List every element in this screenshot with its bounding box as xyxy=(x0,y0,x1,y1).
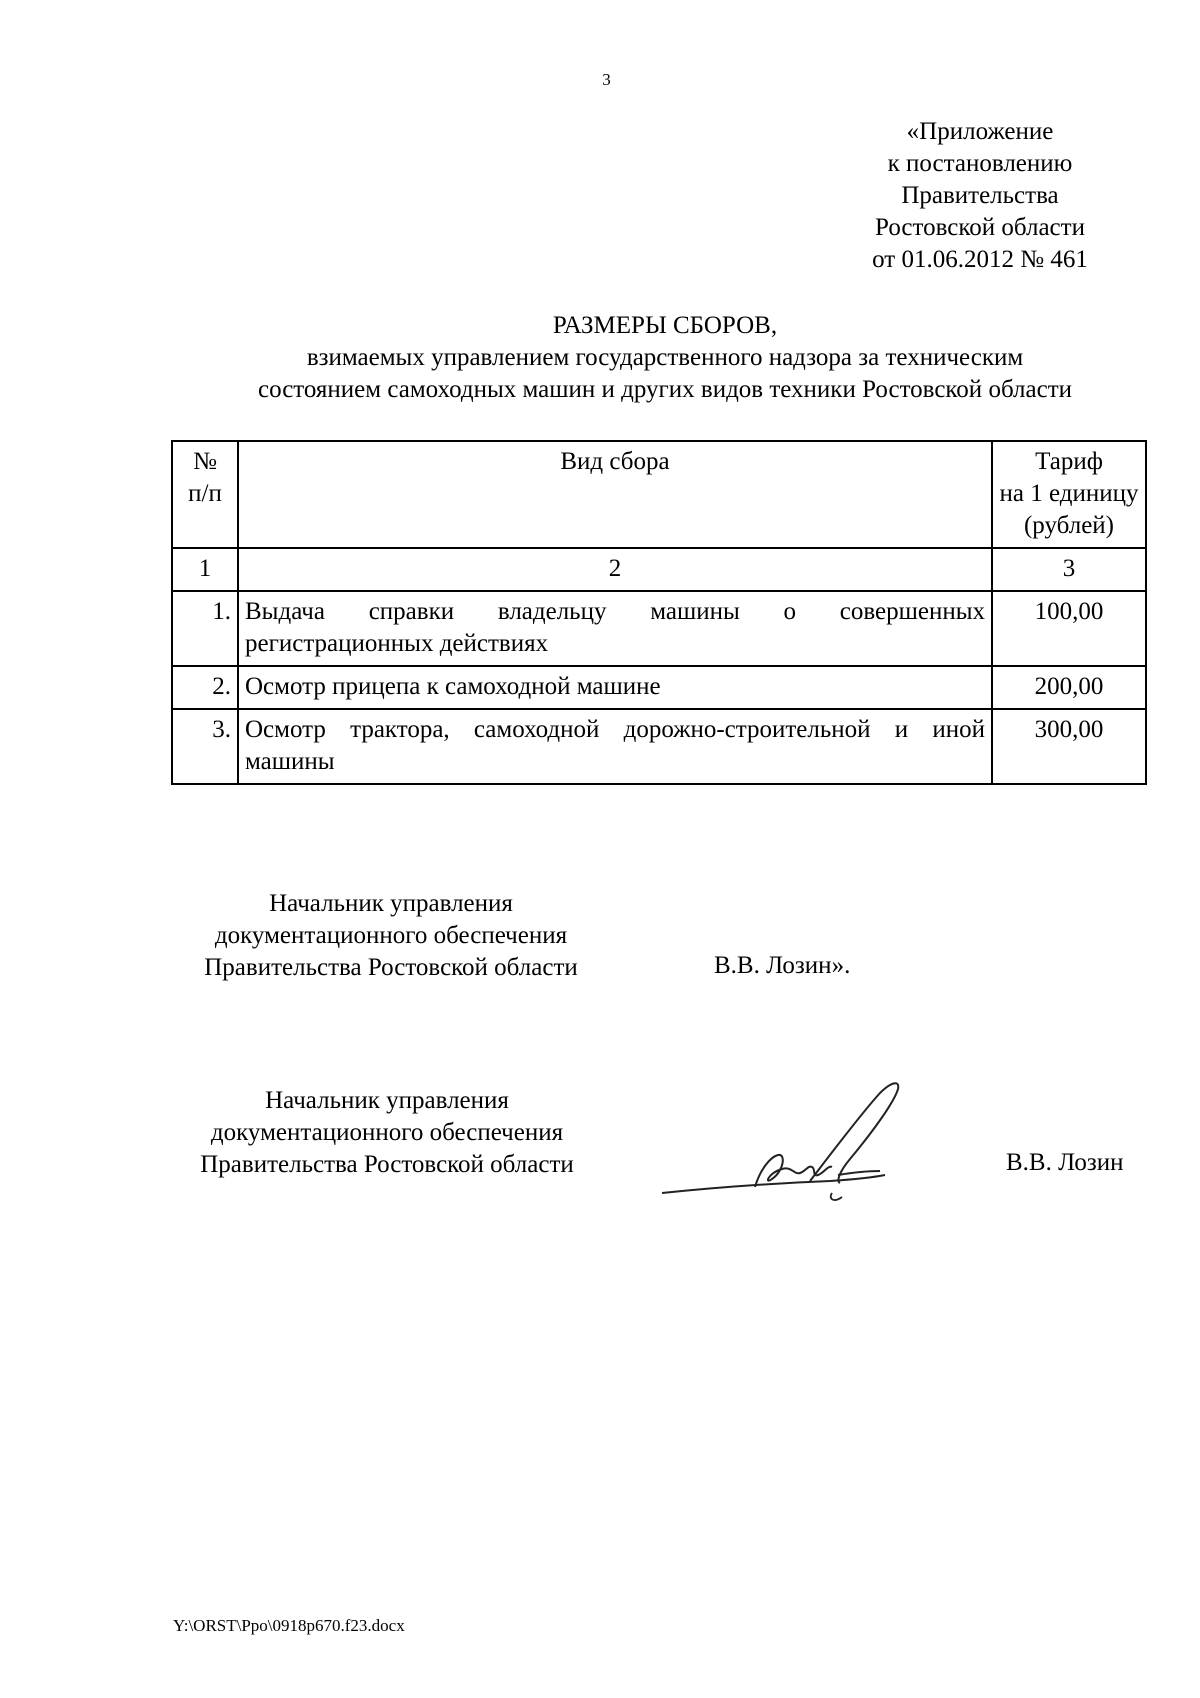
appendix-line: Правительства xyxy=(901,182,1059,209)
header-tariff-line: на 1 единицу xyxy=(999,480,1139,507)
header-tariff xyxy=(992,441,1146,548)
row-tariff: 200,00 xyxy=(992,666,1146,709)
signer-position-line: документационного обеспечения xyxy=(214,922,568,949)
row-tariff: 100,00 xyxy=(992,591,1146,666)
row-description: Осмотр прицепа к самоходной машине xyxy=(238,666,992,709)
row-number: 1. xyxy=(172,591,238,666)
appendix-line: «Приложение xyxy=(906,118,1054,145)
signer-position-line: Правительства Ростовской области xyxy=(204,954,578,981)
page-number: 3 xyxy=(602,70,611,89)
handwritten-signature xyxy=(660,1075,950,1215)
appendix-line: Ростовской области xyxy=(875,214,1085,241)
row-description: Выдача справки владельцу машины о совершенных регистрационных действиях xyxy=(238,591,992,666)
signature-block-title-2 xyxy=(167,1085,607,1181)
table-row xyxy=(172,666,1146,709)
row-tariff: 300,00 xyxy=(992,709,1146,784)
column-number: 1 xyxy=(172,548,238,591)
title-subtitle-line: состоянием самоходных машин и других видов техники Ростовской области xyxy=(257,376,1073,403)
document-title xyxy=(100,310,1200,406)
header-tariff-line: Тариф xyxy=(1035,448,1103,475)
header-number xyxy=(172,441,238,548)
header-number-line: № xyxy=(193,448,217,475)
appendix-line: от 01.06.2012 № 461 xyxy=(872,246,1088,273)
signature-block-title-1 xyxy=(171,888,611,984)
title-subtitle-line: взимаемых управлением государственного надзора за техническим xyxy=(306,344,1024,371)
column-number: 3 xyxy=(992,548,1146,591)
signer-position-line: Начальник управления xyxy=(269,890,513,917)
signer-name-1: В.В. Лозин». xyxy=(714,952,851,979)
row-description: Осмотр трактора, самоходной дорожно-строительной и иной машины xyxy=(238,709,992,784)
signer-position-line: Начальник управления xyxy=(265,1087,509,1114)
signer-position-line: документационного обеспечения xyxy=(210,1119,564,1146)
fees-table xyxy=(171,440,1147,785)
header-number-line: п/п xyxy=(188,480,222,507)
row-number: 3. xyxy=(172,709,238,784)
table-header-row xyxy=(172,441,1146,548)
header-fee-type: Вид сбора xyxy=(238,441,992,548)
appendix-line: к постановлению xyxy=(887,150,1073,177)
row-number: 2. xyxy=(172,666,238,709)
table-row xyxy=(172,709,1146,784)
signer-position-line: Правительства Ростовской области xyxy=(200,1151,574,1178)
appendix-header xyxy=(780,116,1180,276)
file-path: Y:\ORST\Ppo\0918p670.f23.docx xyxy=(173,1616,405,1635)
column-number-row xyxy=(172,548,1146,591)
table-row xyxy=(172,591,1146,666)
title-heading: РАЗМЕРЫ СБОРОВ, xyxy=(552,312,778,339)
column-number: 2 xyxy=(238,548,992,591)
header-tariff-line: (рублей) xyxy=(1023,512,1115,539)
signer-name-2: В.В. Лозин xyxy=(1006,1149,1124,1176)
